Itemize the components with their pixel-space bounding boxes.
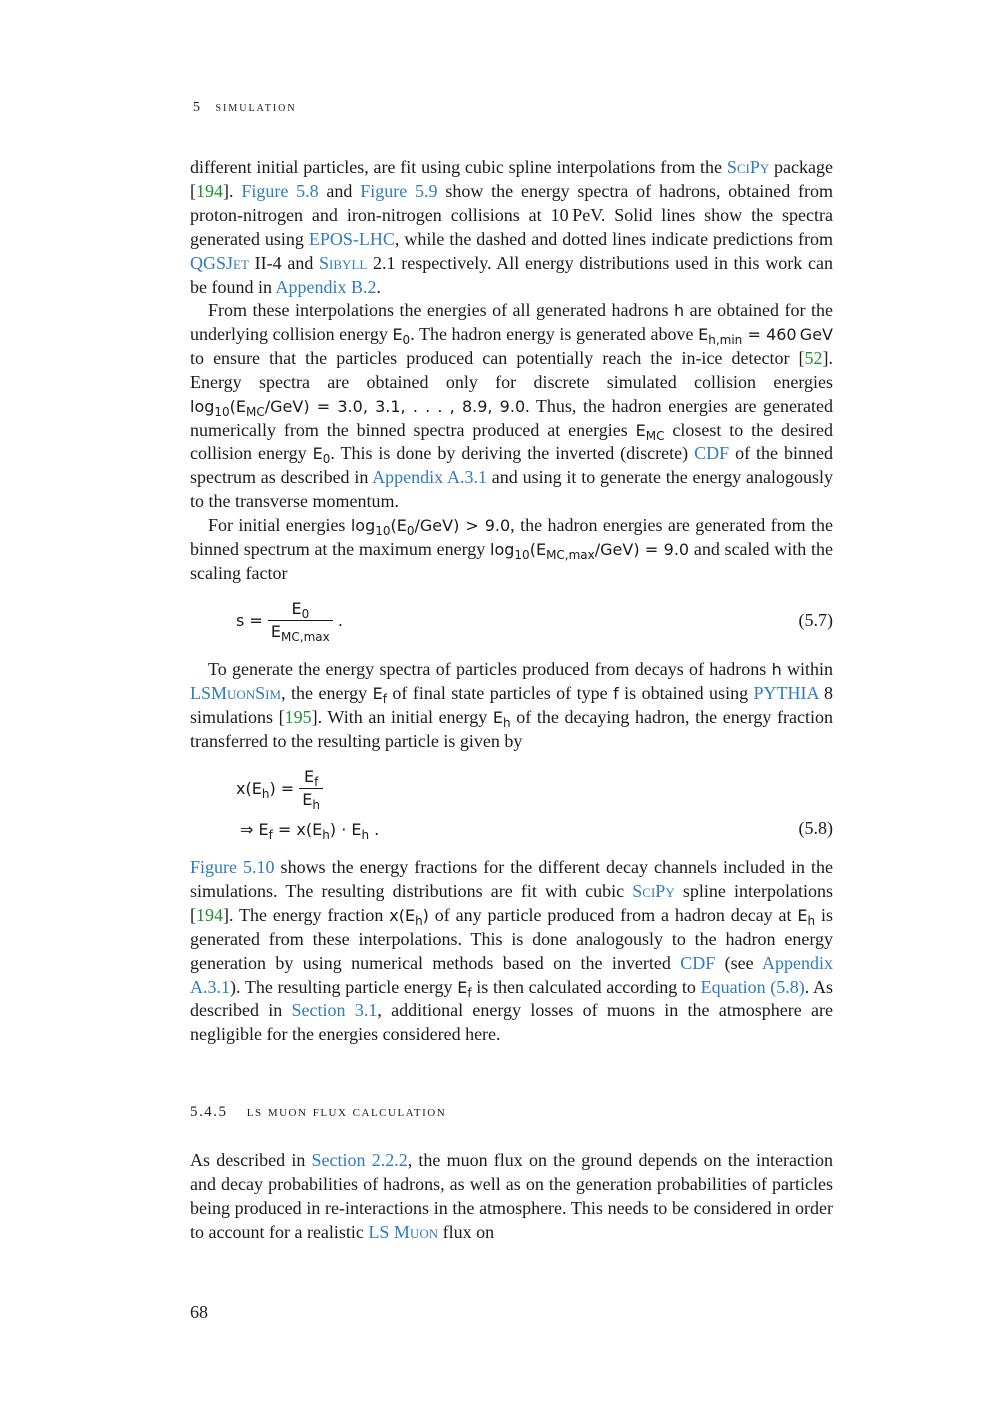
link-appendix-b2[interactable]: Appendix B.2 — [275, 276, 377, 297]
eq57-denominator-sub: MC,max — [281, 630, 330, 645]
link-cdf[interactable]: CDF — [694, 443, 730, 464]
eq58-line2-sub3: h — [361, 828, 370, 843]
eq58-line2-mid2: ) · E — [329, 820, 362, 839]
eq58-line2-sub2: h — [322, 828, 330, 843]
eq58-line-2 — [240, 820, 380, 843]
eq57-denominator: E — [270, 622, 282, 641]
link-figure-5-8[interactable]: Figure 5.8 — [241, 180, 319, 201]
eq58-numerator: E — [303, 767, 315, 786]
equation-label-5-8: (5.8) — [798, 818, 833, 838]
eq58-line2-sub1: f — [268, 828, 273, 843]
eq57-numerator-sub: 0 — [301, 607, 310, 622]
link-section-2-2-2[interactable]: Section 2.2.2 — [311, 1150, 408, 1170]
eq58-lhs-tail: ) = — [269, 779, 295, 798]
section-title: ls muon flux calculation — [246, 1104, 447, 1120]
paragraph-decay-spectra: To generate the energy spectra of particles produced from decays of hadrons h within LSMuonSim, the energy $E_f$ of final state particles of type f is obtained using PYTHIA 8 simulations [195]. With an initial energy $E_h$ of the decaying hadron, the energy fraction transferred to the resulting particle is given by — [190, 659, 834, 751]
running-header — [193, 100, 297, 116]
section-heading — [190, 1104, 446, 1121]
link-sibyll[interactable]: Sibyll — [319, 252, 368, 273]
equation-5-7 — [236, 598, 833, 646]
link-qgsjet[interactable]: QGSJet — [190, 252, 249, 273]
eq58-denominator-sub: h — [312, 798, 320, 813]
eq57-tail: . — [337, 611, 343, 630]
link-scipy-2[interactable]: SciPy — [632, 880, 675, 901]
link-lsmuonsim[interactable]: LSMuonSim — [190, 682, 282, 703]
eq58-implies: ⇒ E — [240, 820, 269, 839]
chapter-title: simulation — [215, 100, 297, 115]
eq57-fraction — [268, 598, 333, 643]
citation-194[interactable]: 194 — [196, 180, 223, 201]
paragraph-energy-fractions: Figure 5.10 shows the energy fractions for the different decay channels included in the simulations. The resulting distributions are fit with cubic SciPy spline interpolations [194]. The energy fraction $x(E_h)$ of any particle produced from a hadron decay at $E_h$ is generated from these interpolations. This is done analogously to the hadron energy generation by using numerical methods based on the inverted CDF (see Appendix A.3.1). The resulting particle energy $E_f$ is then calculated according to Equation (5.8). As described in Section 3.1, additional energy losses of muons in the atmosphere are negligible for the energies considered here. — [190, 857, 833, 1045]
citation-194-2[interactable]: 194 — [196, 904, 223, 925]
eq57-lhs: s = — [236, 611, 263, 630]
link-figure-5-10[interactable]: Figure 5.10 — [190, 857, 275, 877]
eq58-numerator-sub: f — [314, 775, 319, 790]
eq58-lhs-sub: h — [261, 787, 270, 802]
link-ls-muon[interactable]: LS Muon — [368, 1221, 439, 1242]
equation-5-8 — [236, 766, 833, 846]
paragraph-scaling: For initial energies $\log_{10}(E_0/GeV) > 9.0$, the hadron energies are generated from the binned spectrum at the maximum energy $\log_{10}(E_{MC,max}/GeV) = 9.0$ and scaled with the scaling factor — [190, 515, 834, 583]
paragraph-spectra-fit: different initial particles, are fit using cubic spline interpolations from the SciPy package [194]. Figure 5.8 and Figure 5.9 show the energy spectra of hadrons, obtained from proton-nitrogen and iron-nitrogen collisions at 10 PeV. Solid lines show the spectra generated using EPOS-LHC, while the dashed and dotted lines indicate predictions from QGSJet II-4 and Sibyll 2.1 respectively. All energy distributions used in this work can be found in Appendix B.2. — [190, 157, 834, 297]
page-number: 68 — [190, 1302, 208, 1322]
eq58-fraction — [299, 766, 323, 811]
equation-label-5-7: (5.7) — [798, 610, 833, 630]
link-equation-5-8[interactable]: Equation (5.8) — [700, 976, 805, 997]
eq58-lhs: x(E — [236, 779, 262, 798]
link-cdf-2[interactable]: CDF — [680, 952, 716, 973]
citation-195[interactable]: 195 — [284, 706, 312, 727]
chapter-number: 5 — [193, 100, 202, 115]
link-pythia[interactable]: PYTHIA — [753, 682, 819, 703]
eq58-line-1 — [236, 766, 323, 811]
section-number: 5.4.5 — [190, 1104, 228, 1120]
link-epos-lhc[interactable]: EPOS-LHC — [308, 228, 395, 249]
eq58-line2-tail: . — [369, 820, 380, 839]
link-appendix-a31[interactable]: Appendix A.3.1 — [372, 467, 487, 488]
link-appendix-a31-2[interactable]: Appendix A.3.1 — [190, 952, 833, 997]
link-figure-5-9[interactable]: Figure 5.9 — [360, 180, 438, 201]
paragraph-hadron-energies: From these interpolations the energies of all generated hadrons h are obtained for the underlying collision energy $E_0$. The hadron energy is generated above $E_{h,min} = 460$ GeV to ensure that the particles produced can potentially reach the in-ice detector [52]. Energy spectra are obtained only for discrete simulated collision energies $\log_{10}(E_{MC}/GeV) = 3.0$, 3.1, . . . , 8.9, 9.0. Thus, the hadron energies are generated numerically from the binned spectra produced at energies $E_{MC}$ closest to the desired collision energy $E_0$. This is done by deriving the inverted (discrete) CDF of the binned spectrum as described in Appendix A.3.1 and using it to generate the energy analogously to the transverse momentum. — [190, 300, 834, 512]
paragraph-muon-flux: As described in Section 2.2.2, the muon flux on the ground depends on the interaction and decay probabilities of hadrons, as well as on the generation probabilities of particles being produced in re-interactions in the atmosphere. This needs to be considered in order to account for a realistic LS Muon flux on — [190, 1150, 833, 1242]
citation-52[interactable]: 52 — [804, 347, 823, 368]
eq58-line2-mid: = x(E — [272, 820, 323, 839]
link-scipy[interactable]: SciPy — [726, 157, 770, 177]
eq57-numerator: E — [291, 599, 302, 618]
link-section-3-1[interactable]: Section 3.1 — [291, 1000, 378, 1021]
eq58-denominator: E — [302, 790, 313, 809]
